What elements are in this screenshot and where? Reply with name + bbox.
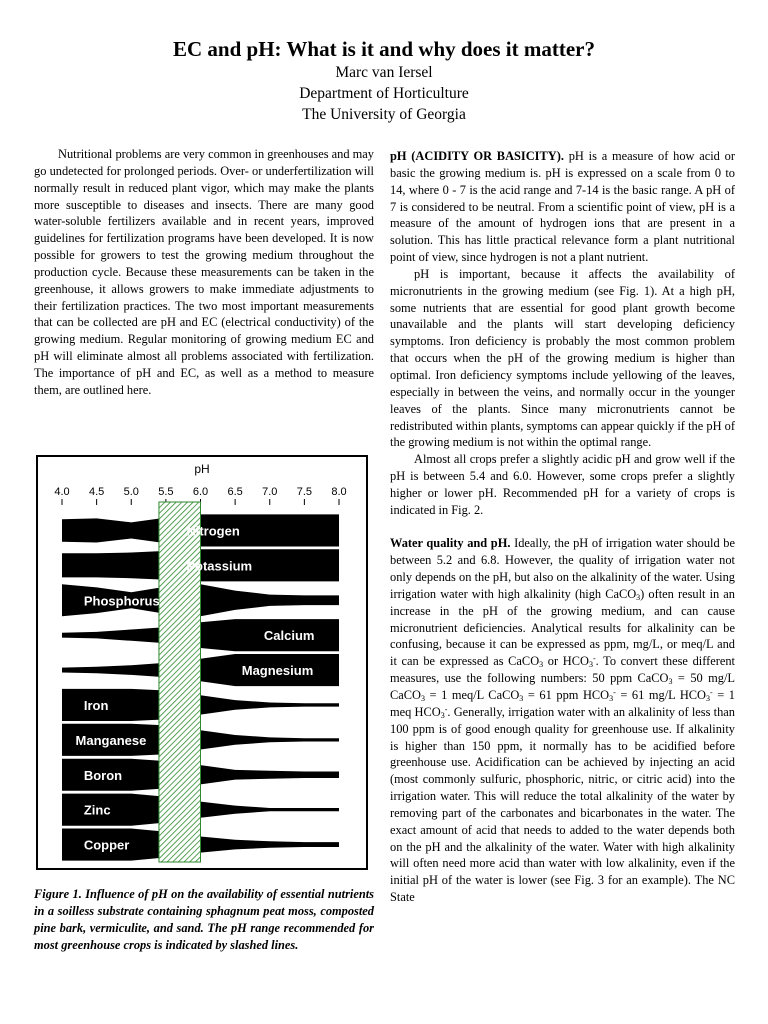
nutrient-availability-chart [36,455,368,870]
right-column [390,148,735,906]
document-title: EC and pH: What is it and why does it matter? [173,37,595,61]
nutrient-label-copper: Copper [83,837,130,853]
water-quality-heading: Water quality and pH. [390,536,511,551]
ph-heading: pH (ACIDITY OR BASICITY). [390,149,564,163]
department: Department of Horticulture [299,85,469,102]
nutrient-label-potassium: Potassium [186,558,253,574]
nutrient-label-nitrogen: Nitrogen [186,523,240,539]
nutrient-label-manganese: Manganese [75,732,147,748]
author-name: Marc van Iersel [335,64,433,81]
x-tick-label: 4.5 [88,486,105,498]
left-column [34,146,374,399]
nutrient-label-iron: Iron [83,697,109,713]
nutrient-label-calcium: Calcium [263,628,315,644]
water-quality-paragraph: Water quality and pH. Ideally, the pH of irrigation water should be between 5.2 and 6.8. However, the quality of irrigation water not only depends on the pH, but also on the alkalinity of the water. Using irrigation water with high alkalinity (high CaCO$_3$) often result in an increase in the pH of the growing medium, and can cause micronutrient deficiencies. Analytical results for alkalinity can be confusing, because it can be expressed as ppm, mg/L, or meq/L and it can be expressed as CaCO$_3$ or $HCO_3^-$. To convert these different measures, use the following numbers: 50 ppm CaCO$_3$ = 50 mg/L CaCO$_3$ = 1 meq/L CaCO$_3$ = 61 ppm $HCO_3^- = 61$ mg/L $HCO_3^- = 1$ meq $HCO_3^-$. Generally, irrigation water with an alkalinity of less than 100 ppm is of good enough quality for greenhouse use. If alkalinity is higher than 150 ppm, it normally has to be acidified before greenhouse use. Acidification can be achieved by injecting an acid (most commonly sulfuric, phosphoric, nitric, or citric acid) into the irrigation water. This will reduce the total alkalinity of the water by removing part of the carbonates and bicarbonates in the water. The exact amount of acid that needs to added to the water depends both on the pH and the alkalinity of the water. Water with high alkalinity will often need more acid than water with low alkalinity, even if the initial pH of the water is lower (see Fig. 3 for an example). The NC State [390,536,736,905]
ph-paragraph-3: Almost all crops prefer a slightly acidic pH and grow well if the pH is between 5.4 and 6.0. However, some crops prefer a slightly higher or lower pH. Recommended pH for a variety of crops is indicated in Fig. 2. [390,452,735,517]
figure-caption: Figure 1. Influence of pH on the availability of essential nutrients in a soilless substrate containing sphagnum peat moss, composted pine bark, vermiculite, and sand. The pH range recommended for most greenhouse crops is indicated by slashed lines. [34,887,374,952]
nutrient-label-boron: Boron [83,767,123,783]
intro-paragraph: Nutritional problems are very common in greenhouses and may go undetected for prolonged periods. Over- or underfertilization will normally result in reduced plant vigor, which may make the plants more susceptible to diseases and insects. There are many good water-soluble fertilizers available and in recent years, improved guidelines for fertilization programs have been developed. It is now possible for growers to test the growing medium throughout the production cycle. Because these measurements can be taken in the greenhouse, it allows growers to make immediate adjustments to their fertilization practices. The two most important measurements that can be collected are pH and EC (electrical conductivity) of the growing medium. Regular monitoring of growing medium EC and pH will eliminate almost all problems associated with fertilization. The importance of pH and EC, as well as a method to measure them, are outlined here. [34,147,374,397]
ph-paragraph-1 [390,148,735,266]
nutrient-label-phosphorus: Phosphorus [83,593,160,609]
x-tick-label: 7.0 [262,486,278,498]
x-tick-label: 4.0 [54,486,70,498]
ph-paragraph-2: pH is important, because it affects the availability of micronutrients in the growing medium (see Fig. 1). At a high pH, some nutrients that are essential for good plant growth become unavailable and the plants will start developing deficiency symptoms. Iron deficiency is probably the most common problem that occurs when the pH of the growing medium is higher than optimal. Iron deficiency symptoms include yellowing of the leaves, especially in between the veins, and normally occur in the younger leaves of the plants. Since many micronutrients cannot be redistributed within plants, symptoms can appear quickly if the pH of the growing medium is not within the optimal range. [390,266,735,450]
chart-title: pH [194,462,210,476]
x-tick-label: 5.5 [158,486,174,498]
nutrient-label-magnesium: Magnesium [241,663,314,679]
x-tick-label: 5.0 [123,486,139,498]
university: The University of Georgia [302,106,466,123]
x-tick-label: 7.5 [296,486,313,498]
nutrient-label-zinc: Zinc [83,802,111,818]
x-tick-label: 6.0 [192,486,209,498]
document-header [0,36,768,125]
x-tick-label: 6.5 [227,486,243,498]
ph-paragraph-1-text: pH is a measure of how acid or basic the growing medium is. pH is expressed on a scale from 0 to 14, where 0 - 7 is the acid range and 7-14 is the basic range. A pH of 7 is considered to be neutral. From a scientific point of view, pH is a measure of the amount of hydrogen ions that are present in a solution. This has little practical relevance form a plant nutritional point of view, since hydrogen is not a plant nutrient. [390,149,735,265]
recommended-ph-range [159,502,201,862]
x-tick-label: 8.0 [331,486,347,498]
